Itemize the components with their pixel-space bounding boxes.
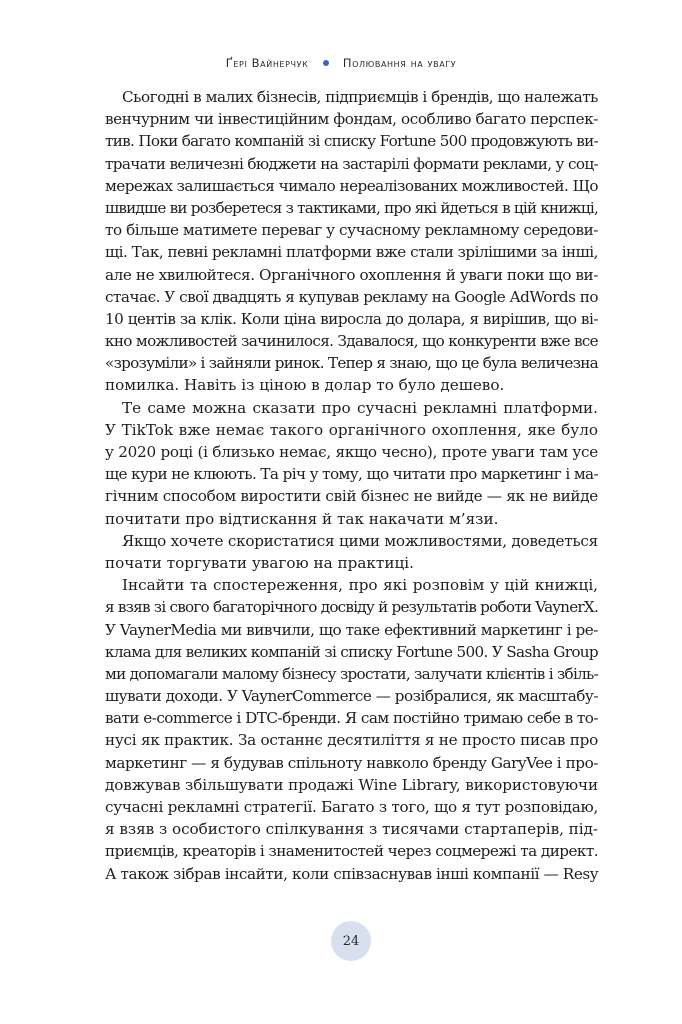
text-line: але не хвилюйтеся. Органічного охоплення й уваги поки що ви-	[105, 265, 598, 284]
text-line: ще кури не клюють. Та річ у тому, що читати про маркетинг і ма-	[105, 465, 599, 484]
body-text	[105, 86, 598, 885]
text-line: маркетинг — я будував спільноту навколо бренду GaryVee і про-	[105, 753, 598, 772]
text-line: щі. Так, певні рекламні платформи вже стали зрілішими за інші,	[105, 243, 598, 262]
text-line: тив. Поки багато компаній зі списку Fortune 500 продовжують ви-	[105, 132, 598, 151]
bullet-dot-icon	[323, 60, 329, 66]
text-line: венчурним чи інвестиційним фондам, особливо багато перспек-	[105, 110, 598, 129]
text-line: нусі як практик. За останнє десятиліття я не просто писав про	[105, 731, 598, 750]
text-line: трачати величезні бюджети на застарілі формати реклами, у соц-	[105, 154, 598, 173]
text-line: я взяв з особистого спілкування з тисячами стартаперів, під-	[105, 820, 598, 839]
page-number: 24	[342, 933, 360, 949]
text-line: почитати про відтискання й так накачати м’язи.	[105, 509, 499, 528]
text-line: ми допомагали малому бізнесу зростати, залучати клієнтів і збіль-	[105, 664, 598, 683]
text-line: у 2020 році (і близько немає, якщо чесно), проте уваги там усе	[105, 443, 598, 461]
text-line: кно можливостей зачинилося. Здавалося, що конкуренти вже все	[105, 332, 598, 351]
text-line: У TikTok вже немає такого органічного охоплення, яке було	[105, 420, 598, 439]
text-line: Якщо хочете скористатися цими можливостями, доведеться	[122, 531, 598, 550]
text-line: Те саме можна сказати про сучасні рекламні платформи.	[122, 398, 598, 417]
text-line: У VaynerMedia ми вивчили, що таке ефективний маркетинг і ре-	[105, 620, 598, 639]
text-line: помилка. Навіть із ціною в долар то було дешево.	[105, 376, 505, 395]
text-line: я взяв зі свого багаторічного досвіду й результатів роботи VaynerX.	[105, 598, 598, 617]
text-line: Інсайти та спостереження, про які розповім у цій книжці,	[122, 576, 598, 595]
text-line: «зрозуміли» і зайняли ринок. Тепер я знаю, що це була величезна	[105, 354, 598, 373]
running-header	[0, 56, 682, 70]
text-line: мережах залишається чимало нереалізованих можливостей. Що	[105, 176, 598, 195]
text-line: сучасні рекламні стратегії. Багато з того, що я тут розповідаю,	[105, 798, 598, 816]
page-number-badge	[331, 921, 371, 961]
text-line: стачає. У свої двадцять я купував рекламу на Google AdWords по	[105, 287, 598, 306]
text-line: Сьогодні в малих бізнесів, підприємців і брендів, що належать	[122, 88, 598, 106]
header-author: Ґері Вайнерчук	[225, 56, 309, 70]
text-line: почати торгувати увагою на практиці.	[105, 553, 414, 572]
text-line: приємців, креаторів і знаменитостей через соцмережі та директ.	[105, 842, 598, 861]
text-line: 10 центів за клік. Коли ціна виросла до долара, я вирішив, що ві-	[105, 309, 598, 328]
text-line: швидше ви розберетеся з тактиками, про які йдеться в цій книжці,	[105, 198, 598, 217]
text-line: довжував збільшувати продажі Wine Library, використовуючи	[105, 775, 599, 794]
header-book-title: Полювання на увагу	[342, 56, 457, 70]
text-line: гічним способом виростити свій бізнес не вийде — як не вийде	[105, 487, 598, 506]
text-line: то більше матимете переваг у сучасному рекламному середови-	[105, 221, 598, 240]
text-line: А також зібрав інсайти, коли співзаснував інші компанії — Resy	[105, 864, 599, 883]
text-line: шувати доходи. У VaynerCommerce — розібралися, як масштабу-	[105, 687, 598, 706]
text-line: клама для великих компаній зі списку Fortune 500. У Sasha Group	[105, 642, 598, 661]
text-line: вати e-commerce і DTC-бренди. Я сам постійно тримаю себе в то-	[105, 709, 598, 728]
